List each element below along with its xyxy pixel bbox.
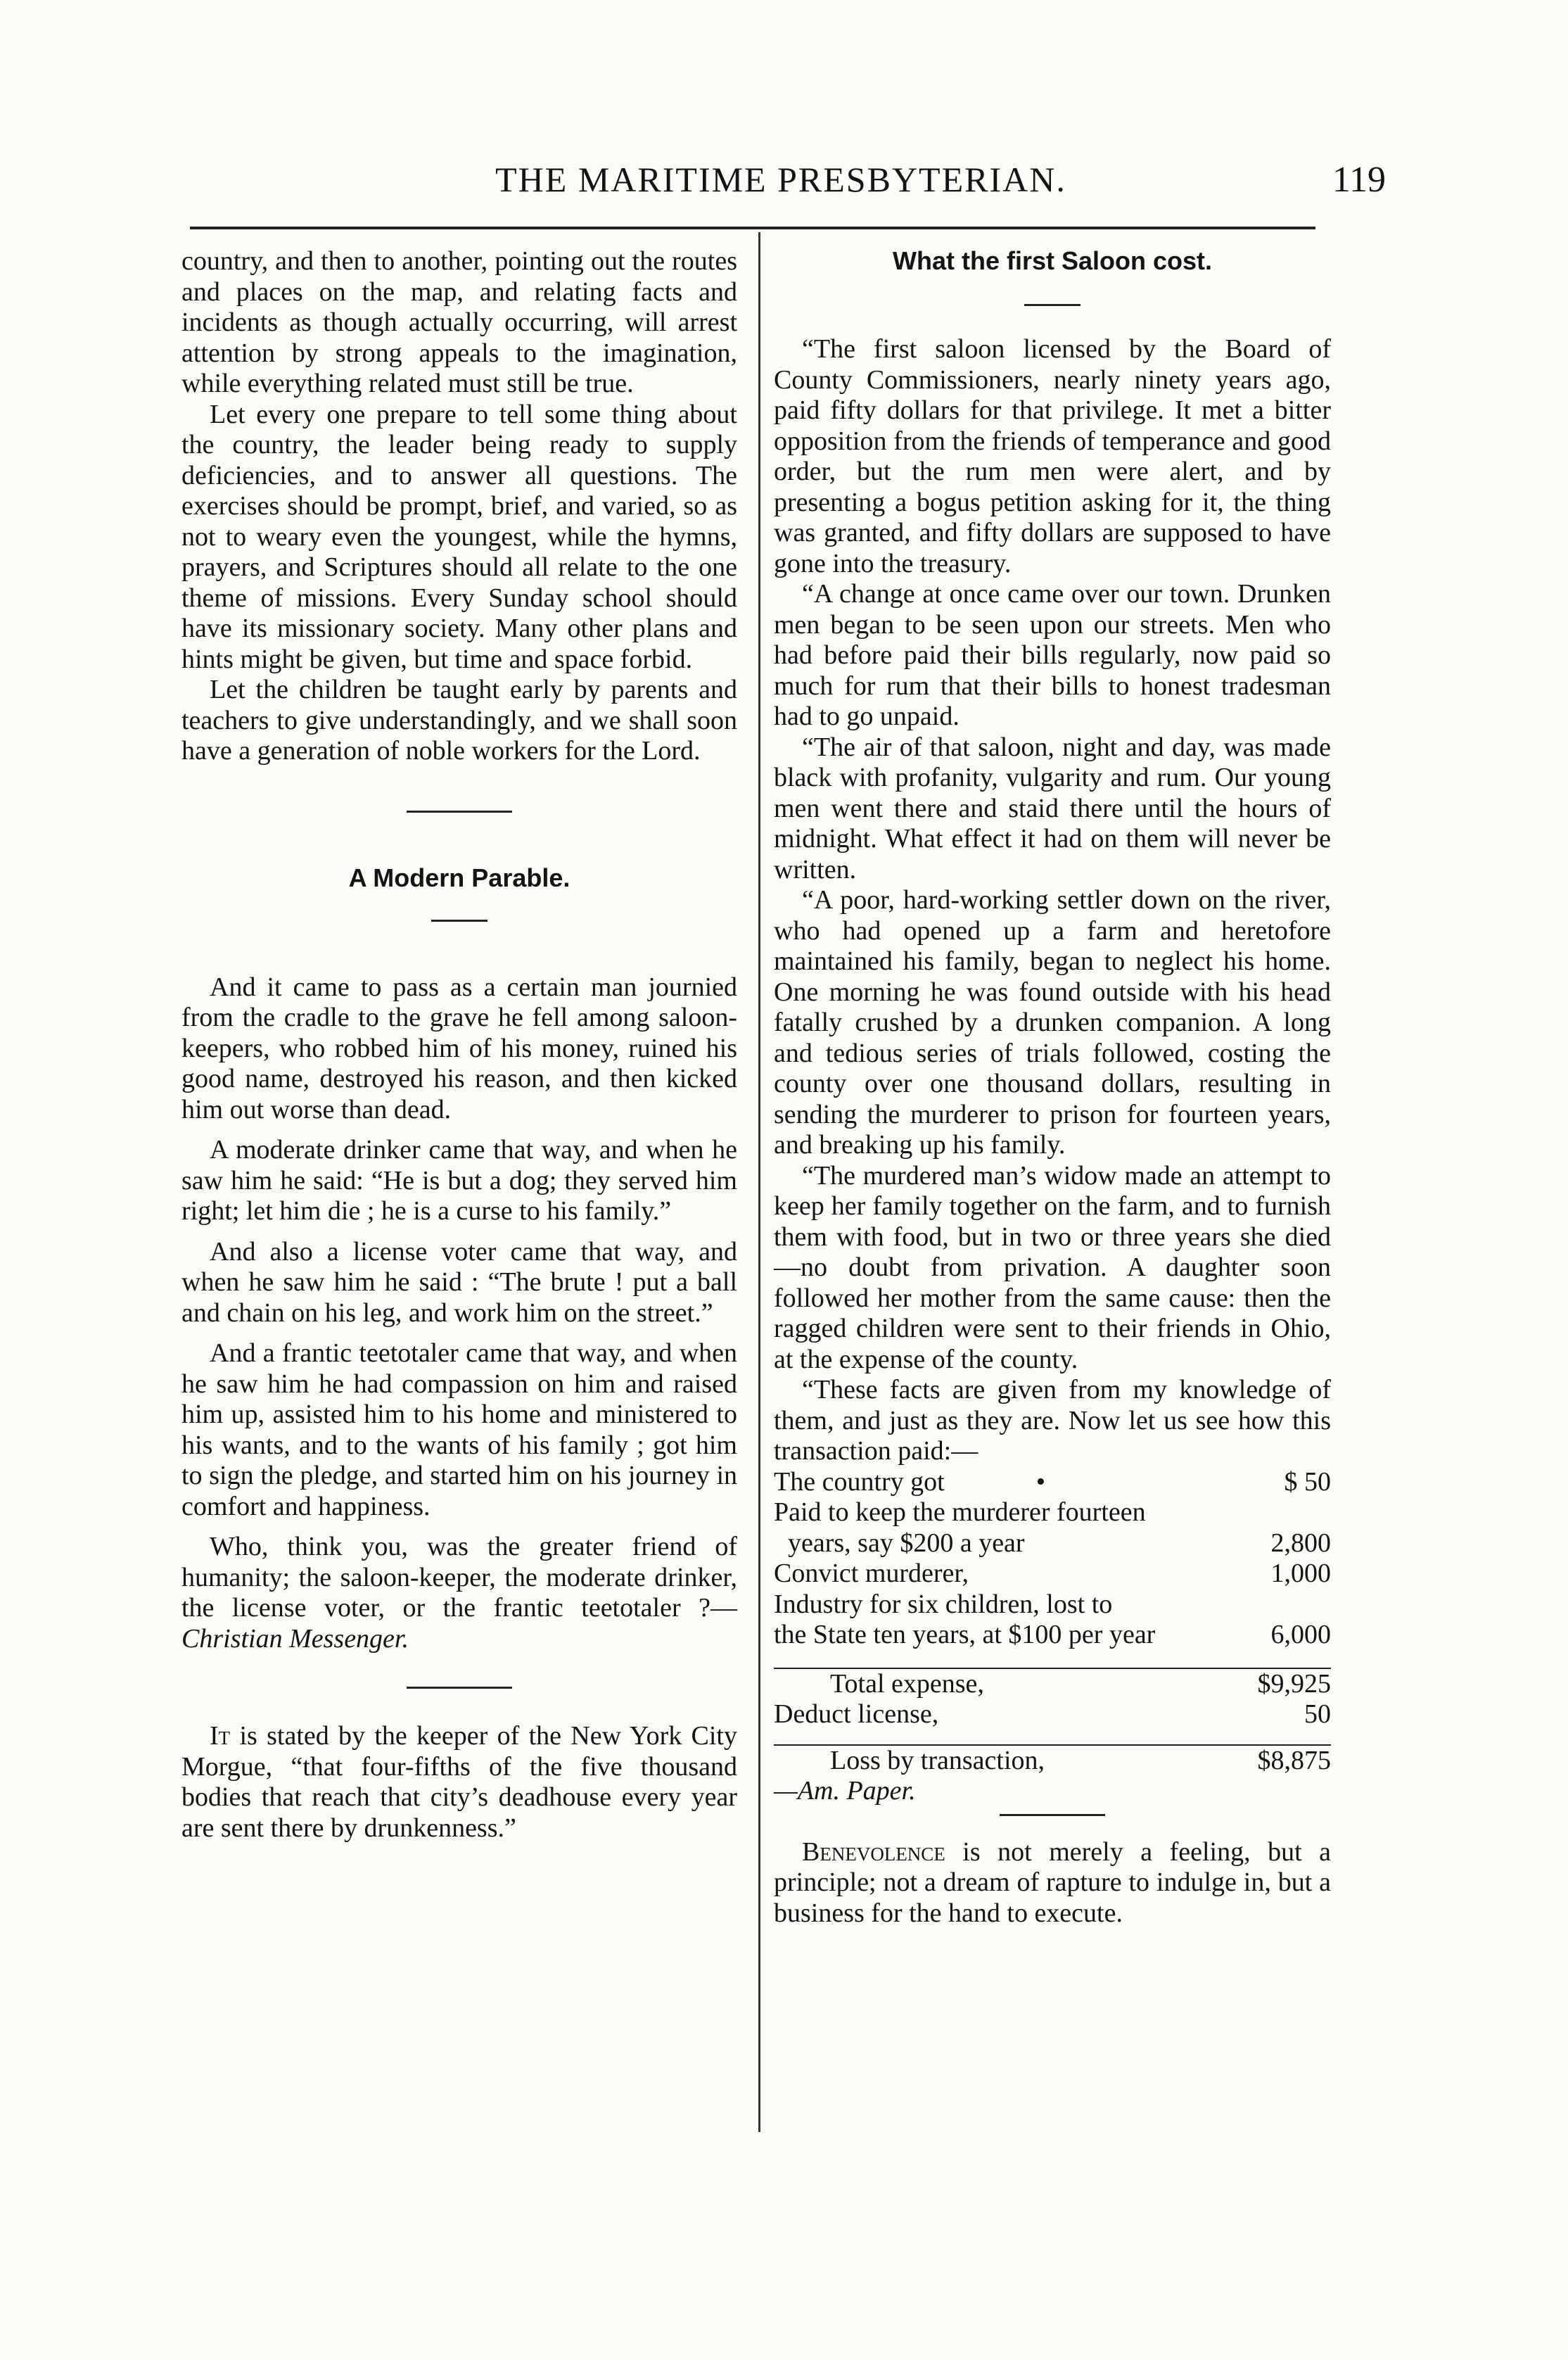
ledger-label: years, say $200 a year (788, 1528, 1025, 1558)
ledger-label: Total expense, (774, 1668, 1241, 1700)
paragraph (181, 1721, 737, 1844)
lead-in: It (210, 1721, 231, 1751)
paragraph-text: is not merely a feeling, but a principle; not a dream of rapture to indulge in, but a business for the hand to execute. (774, 1836, 1331, 1928)
ledger-label: Loss by transaction, (774, 1745, 1241, 1777)
header-rule (190, 227, 1315, 229)
ledger-label: the State ten years, at $100 per year (774, 1620, 1156, 1649)
paragraph: And it came to pass as a certain man journied from the cradle to the grave he fell among saloon-keepers, who robbed him of his money, ruined his good name, destroyed his reason, and then kicked him out worse than dead. (181, 972, 737, 1124)
ledger-row (774, 1668, 1331, 1700)
page-number: 119 (1332, 160, 1386, 200)
ledger-amount: 50 (1304, 1699, 1331, 1729)
right-column (774, 246, 1331, 1929)
lead-in: Benevolence (802, 1836, 945, 1867)
paragraph: “The murdered man’s widow made an attempt to keep her family together on the farm, and to furnish them with food, but in two or three years she died—no doubt from privation. A daughter soon followed her mother from the same cause: then the ragged children were sent to their friends in Ohio, at the expense of the county. (774, 1160, 1331, 1374)
article-title: A Modern Parable. (348, 863, 571, 892)
ledger-row (774, 1745, 1331, 1777)
paragraph: Let every one prepare to tell some thing about the country, the leader being ready to supply deficiencies, and to answer all questions. The exercises should be prompt, brief, and varied, so as not to weary even the youngest, while the hymns, prayers, and Scriptures should all relate to the one theme of missions. Every Sunday school should have its missionary society. Many other plans and hints might be given, but time and space forbid. (181, 399, 737, 674)
ledger-amount: 6,000 (1270, 1620, 1331, 1649)
source-citation: Christian Messenger. (181, 1623, 409, 1654)
left-column (181, 246, 737, 1844)
ledger-label: The country got • (774, 1466, 1046, 1497)
ledger-amount: 2,800 (1270, 1528, 1331, 1558)
paragraph: “The air of that saloon, night and day, was made black with profanity, vulgarity and rum. Our young men went there and staid there until the hours of midnight. What effect it had on them will never be written. (774, 732, 1331, 884)
ledger-amount: 1,000 (1270, 1559, 1331, 1588)
paragraph: “A change at once came over our town. Drunken men began to be seen upon our streets. Men who had before paid their bills regularly, now paid so much for rum that their bills to honest tradesman had to go unpaid. (774, 579, 1331, 731)
ledger-row (774, 1559, 1331, 1590)
ledger-amount: $8,875 (1241, 1745, 1331, 1777)
ledger-row (774, 1590, 1331, 1620)
paragraph-text: Who, think you, was the greater friend of humanity; the saloon-keeper, the moderate drinker, the license voter, or the frantic teetotaler ?— (181, 1532, 737, 1623)
ledger-row (774, 1699, 1331, 1730)
source-citation: —Am. Paper. (774, 1776, 916, 1806)
paragraph (181, 1532, 737, 1654)
ledger-amount: $9,925 (1241, 1668, 1331, 1700)
paragraph: And also a license voter came that way, and when he saw him he said : “The brute ! put a ball and chain on his leg, and work him on the street.” (181, 1236, 737, 1328)
ledger-row (774, 1497, 1331, 1528)
paragraph: “The first saloon licensed by the Board of County Commissioners, nearly ninety years ago, paid fifty dollars for that privilege. It met a bitter opposition from the friends of temperance and good order, but the rum men were alert, and by presenting a bogus petition asking for it, the thing was granted, and fifty dollars are supposed to have gone into the treasury. (774, 334, 1331, 578)
column-divider (758, 232, 760, 2132)
ledger-label: Convict murderer, (774, 1559, 969, 1588)
running-head: THE MARITIME PRESBYTERIAN. (495, 160, 1066, 199)
ledger-amount: $ 50 (1284, 1466, 1331, 1497)
paragraph: “A poor, hard-working settler down on the river, who had opened up a farm and heretofore maintained his family, began to neglect his home. One morning he was found outside with his head fatally crushed by a drunken companion. A long and tedious series of trials followed, costing the county over one thousand dollars, resulting in sending the murderer to prison for fourteen years, and breaking up his family. (774, 885, 1331, 1160)
cost-ledger (774, 1467, 1331, 1777)
paragraph (774, 1837, 1331, 1929)
paragraph: “These facts are given from my knowledge of them, and just as they are. Now let us see how this transaction paid:— (774, 1375, 1331, 1466)
ledger-label: Paid to keep the murderer fourteen (774, 1497, 1146, 1527)
ledger-label: Industry for six children, lost to (774, 1589, 1113, 1619)
ledger-label: Deduct license, (774, 1699, 939, 1729)
paragraph-text: is stated by the keeper of the New York City Morgue, “that four-fifths of the five thousand bodies that reach that city’s deadhouse every year are sent there by drunkenness.” (181, 1721, 737, 1843)
paragraph: A moderate drinker came that way, and when he saw him he said: “He is but a dog; they served him right; let him die ; he is a curse to his family.” (181, 1135, 737, 1226)
page-header (176, 159, 1386, 215)
ledger-row (774, 1620, 1331, 1651)
ledger-row (774, 1467, 1331, 1498)
ledger-row (774, 1528, 1331, 1559)
article-title: What the first Saloon cost. (892, 246, 1213, 275)
paragraph: Let the children be taught early by parents and teachers to give understandingly, and we shall soon have a generation of noble workers for the Lord. (181, 675, 737, 766)
continued-paragraph: country, and then to another, pointing out the routes and places on the map, and relating facts and incidents as though actually occurring, will arrest attention by strong appeals to the imagination, while everything related must still be true. (181, 246, 737, 398)
paragraph: And a frantic teetotaler came that way, and when he saw him he had compassion on him and raised him up, assisted him to his home and ministered to his wants, and to the wants of his family ; got him to sign the pledge, and started him on his journey in comfort and happiness. (181, 1338, 737, 1521)
